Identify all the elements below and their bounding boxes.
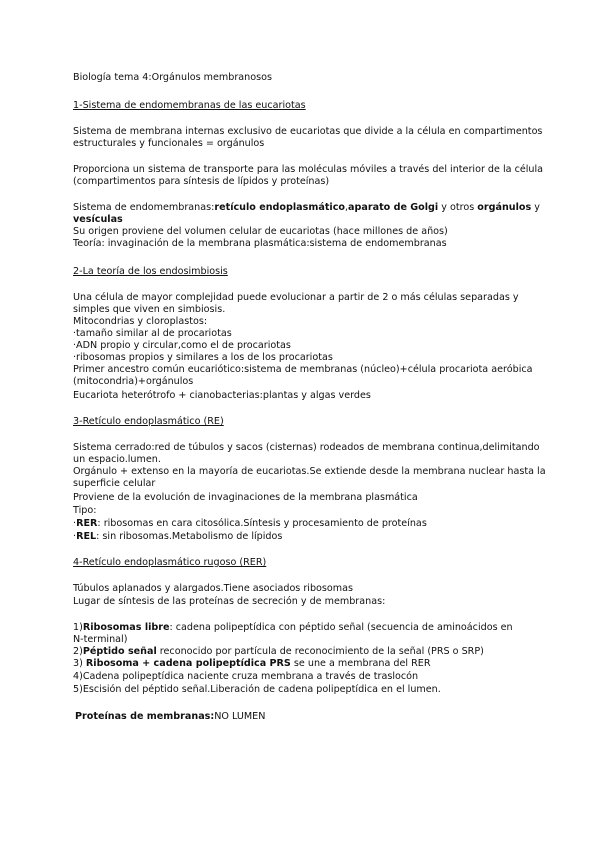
text-run: , [344, 202, 349, 213]
paragraph-line: Primer ancestro común eucariótico:sistema de membranas (núcleo)+célula procariota aeróbica [73, 364, 533, 375]
paragraph-line: simples que viven en simbiosis. [73, 304, 226, 315]
bold-term: Proteínas de membranas: [75, 711, 215, 722]
paragraph-line: Sistema de membrana internas exclusivo de eucariotas que divide a la célula en compartimentos [73, 126, 543, 137]
paragraph-line: Tipo: [73, 505, 97, 516]
paragraph-line: Proporciona un sistema de transporte para las moléculas móviles a través del interior de la célula [73, 164, 544, 175]
list-item: N-terminal) [73, 634, 128, 645]
list-item: ·ribosomas propios y similares a los de los procariotas [73, 352, 333, 363]
text-run: reconocido por partícula de reconocimiento de la señal (PRS o SRP) [156, 646, 484, 657]
paragraph-line: Sistema cerrado:red de túbulos y sacos (cisternas) rodeados de membrana continua,delimitando [73, 442, 540, 453]
paragraph-line: (mitocondria)+orgánulos [73, 376, 194, 387]
bold-term: Ribosomas libre [82, 622, 170, 633]
paragraph-line: estructurales y funcionales = orgánulos [73, 138, 265, 149]
closing-line [75, 711, 265, 723]
text-run: · [73, 531, 77, 542]
list-item: ·tamaño similar al de procariotas [73, 328, 232, 339]
text-run: y otros [438, 202, 478, 213]
paragraph-line: un espacio.lumen. [73, 454, 161, 465]
text-run: y [531, 202, 540, 213]
section-3-heading: 3-Retículo endoplasmático (RE) [73, 416, 224, 427]
list-item [73, 518, 427, 530]
bold-term: aparato de Golgi [348, 202, 439, 213]
document-title: Biología tema 4:Orgánulos membranosos [73, 72, 272, 83]
paragraph-line [73, 214, 123, 226]
text-run: : cadena polipeptídica con péptido señal (secuencia de aminoácidos en [169, 622, 513, 633]
text-run: 3) [73, 658, 86, 669]
bold-term: orgánulos [477, 202, 532, 213]
text-run: 2) [73, 646, 83, 657]
list-item: 5)Escisión del péptido señal.Liberación de cadena polipeptídica en el lumen. [73, 684, 441, 695]
text-run: se une a membrana del RER [290, 658, 431, 669]
paragraph-line: Túbulos aplanados y alargados.Tiene asociados ribosomas [73, 583, 354, 594]
list-item: 4)Cadena polipeptídica naciente cruza membrana a través de traslocón [73, 671, 419, 682]
paragraph-line: superficie celular [73, 478, 156, 489]
list-item [73, 646, 484, 658]
paragraph-line: Su origen proviene del volumen celular de eucariotas (hace millones de años) [73, 226, 448, 237]
bold-term: Ribosoma + cadena polipeptídica PRS [85, 658, 291, 669]
text-run: Sistema de endomembranas: [73, 202, 215, 213]
text-run: : sin ribosomas.Metabolismo de lípidos [96, 531, 283, 542]
paragraph-line: Teoría: invaginación de la membrana plasmática:sistema de endomembranas [73, 238, 447, 249]
paragraph-line: (compartimentos para síntesis de lípidos y proteínas) [73, 176, 330, 187]
bold-term: RER [76, 518, 98, 529]
bold-term: Péptido señal [82, 646, 157, 657]
bold-term: REL [76, 531, 97, 542]
text-run: NO LUMEN [214, 711, 266, 722]
bold-term: vesículas [73, 214, 123, 225]
list-item: ·ADN propio y circular,como el de procariotas [73, 340, 291, 351]
list-item [73, 622, 513, 634]
paragraph-line [73, 202, 540, 214]
paragraph-line: Mitocondrias y cloroplastos: [73, 316, 208, 327]
bold-term: retículo endoplasmático [214, 202, 345, 213]
list-item [73, 531, 282, 543]
paragraph-line: Proviene de la evolución de invaginaciones de la membrana plasmática [73, 492, 418, 503]
paragraph-line: Eucariota heterótrofo + cianobacterias:plantas y algas verdes [73, 390, 371, 401]
text-run: · [73, 518, 77, 529]
list-item [73, 658, 431, 670]
section-1-heading: 1-Sistema de endomembranas de las eucariotas [73, 100, 306, 111]
section-2-heading: 2-La teoría de los endosimbiosis [73, 266, 228, 277]
text-run: 1) [73, 622, 83, 633]
section-4-heading: 4-Retículo endoplasmático rugoso (RER) [73, 557, 267, 568]
paragraph-line: Una célula de mayor complejidad puede evolucionar a partir de 2 o más células separadas y [73, 292, 519, 303]
paragraph-line: Lugar de síntesis de las proteínas de secreción y de membranas: [73, 596, 386, 607]
text-run: : ribosomas en cara citosólica.Síntesis y procesamiento de proteínas [97, 518, 427, 529]
paragraph-line: Orgánulo + extenso en la mayoría de eucariotas.Se extiende desde la membrana nuclear hasta la [73, 466, 546, 477]
